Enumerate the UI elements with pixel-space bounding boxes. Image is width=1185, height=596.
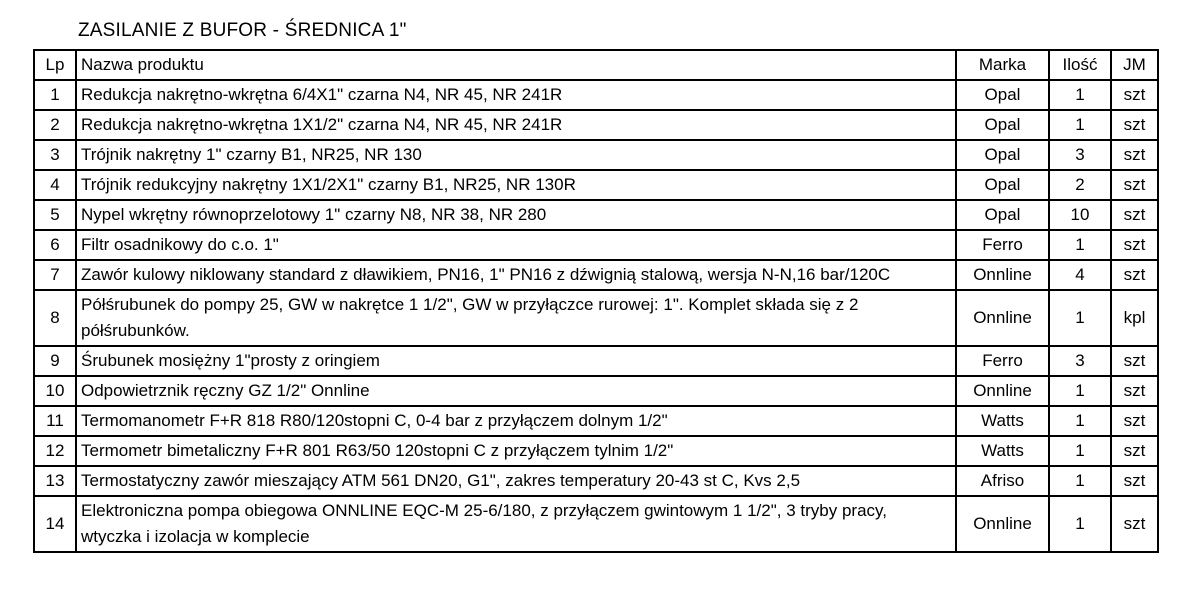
product-name-cell: Odpowietrznik ręczny GZ 1/2" Onnline bbox=[76, 376, 956, 406]
table-row bbox=[34, 290, 1158, 346]
row-number-cell: 5 bbox=[34, 200, 76, 230]
quantity-cell: 1 bbox=[1049, 466, 1111, 496]
table-row bbox=[34, 260, 1158, 290]
product-name-cell: Trójnik nakrętny 1" czarny B1, NR25, NR 130 bbox=[76, 140, 956, 170]
row-number-cell: 12 bbox=[34, 436, 76, 466]
page-title: ZASILANIE Z BUFOR - ŚREDNICA 1" bbox=[78, 20, 407, 41]
brand-cell: Opal bbox=[956, 140, 1049, 170]
product-name-cell: Trójnik redukcyjny nakrętny 1X1/2X1" czarny B1, NR25, NR 130R bbox=[76, 170, 956, 200]
row-number-cell: 6 bbox=[34, 230, 76, 260]
product-name-cell: Półśrubunek do pompy 25, GW w nakrętce 1 1/2", GW w przyłączce rurowej: 1". Komplet składa się z 2 półśrubunków. bbox=[76, 290, 956, 346]
brand-cell: Watts bbox=[956, 436, 1049, 466]
quantity-cell: 10 bbox=[1049, 200, 1111, 230]
unit-cell: szt bbox=[1111, 466, 1158, 496]
row-number-cell: 7 bbox=[34, 260, 76, 290]
row-number-cell: 8 bbox=[34, 290, 76, 346]
row-number-cell: 1 bbox=[34, 80, 76, 110]
table-row bbox=[34, 376, 1158, 406]
unit-cell: szt bbox=[1111, 260, 1158, 290]
quantity-cell: 1 bbox=[1049, 406, 1111, 436]
table-row bbox=[34, 200, 1158, 230]
unit-cell: szt bbox=[1111, 496, 1158, 552]
quantity-cell: 3 bbox=[1049, 346, 1111, 376]
unit-cell: szt bbox=[1111, 200, 1158, 230]
brand-cell: Onnline bbox=[956, 290, 1049, 346]
product-table bbox=[33, 49, 1159, 553]
table-row bbox=[34, 80, 1158, 110]
table-row bbox=[34, 436, 1158, 466]
col-header-name: Nazwa produktu bbox=[76, 50, 956, 80]
unit-cell: szt bbox=[1111, 436, 1158, 466]
brand-cell: Onnline bbox=[956, 260, 1049, 290]
quantity-cell: 1 bbox=[1049, 496, 1111, 552]
product-name-cell: Nypel wkrętny równoprzelotowy 1" czarny N8, NR 38, NR 280 bbox=[76, 200, 956, 230]
brand-cell: Ferro bbox=[956, 230, 1049, 260]
quantity-cell: 2 bbox=[1049, 170, 1111, 200]
table-row bbox=[34, 230, 1158, 260]
table-row bbox=[34, 140, 1158, 170]
row-number-cell: 13 bbox=[34, 466, 76, 496]
col-header-brand: Marka bbox=[956, 50, 1049, 80]
table-row bbox=[34, 170, 1158, 200]
brand-cell: Afriso bbox=[956, 466, 1049, 496]
quantity-cell: 1 bbox=[1049, 376, 1111, 406]
quantity-cell: 1 bbox=[1049, 436, 1111, 466]
brand-cell: Onnline bbox=[956, 496, 1049, 552]
row-number-cell: 9 bbox=[34, 346, 76, 376]
unit-cell: szt bbox=[1111, 346, 1158, 376]
table-row bbox=[34, 346, 1158, 376]
unit-cell: szt bbox=[1111, 170, 1158, 200]
product-name-cell: Redukcja nakrętno-wkrętna 1X1/2" czarna N4, NR 45, NR 241R bbox=[76, 110, 956, 140]
product-name-cell: Termomanometr F+R 818 R80/120stopni C, 0-4 bar z przyłączem dolnym 1/2" bbox=[76, 406, 956, 436]
product-name-cell: Zawór kulowy niklowany standard z dławikiem, PN16, 1" PN16 z dźwignią stalową, wersja N-N,16 bar/120C bbox=[76, 260, 956, 290]
product-name-cell: Termometr bimetaliczny F+R 801 R63/50 120stopni C z przyłączem tylnim 1/2" bbox=[76, 436, 956, 466]
table-row bbox=[34, 406, 1158, 436]
brand-cell: Opal bbox=[956, 110, 1049, 140]
product-name-cell: Elektroniczna pompa obiegowa ONNLINE EQC-M 25-6/180, z przyłączem gwintowym 1 1/2", 3 tryby pracy, wtyczka i izolacja w komplecie bbox=[76, 496, 956, 552]
product-name-cell: Redukcja nakrętno-wkrętna 6/4X1" czarna N4, NR 45, NR 241R bbox=[76, 80, 956, 110]
brand-cell: Opal bbox=[956, 80, 1049, 110]
col-header-lp: Lp bbox=[34, 50, 76, 80]
unit-cell: kpl bbox=[1111, 290, 1158, 346]
quantity-cell: 3 bbox=[1049, 140, 1111, 170]
row-number-cell: 4 bbox=[34, 170, 76, 200]
row-number-cell: 2 bbox=[34, 110, 76, 140]
quantity-cell: 1 bbox=[1049, 110, 1111, 140]
unit-cell: szt bbox=[1111, 230, 1158, 260]
unit-cell: szt bbox=[1111, 110, 1158, 140]
brand-cell: Onnline bbox=[956, 376, 1049, 406]
product-name-cell: Filtr osadnikowy do c.o. 1" bbox=[76, 230, 956, 260]
table-row bbox=[34, 466, 1158, 496]
quantity-cell: 1 bbox=[1049, 80, 1111, 110]
row-number-cell: 3 bbox=[34, 140, 76, 170]
brand-cell: Opal bbox=[956, 200, 1049, 230]
unit-cell: szt bbox=[1111, 376, 1158, 406]
unit-cell: szt bbox=[1111, 406, 1158, 436]
quantity-cell: 4 bbox=[1049, 260, 1111, 290]
col-header-qty: Ilość bbox=[1049, 50, 1111, 80]
product-name-cell: Śrubunek mosiężny 1"prosty z oringiem bbox=[76, 346, 956, 376]
product-name-cell: Termostatyczny zawór mieszający ATM 561 DN20, G1", zakres temperatury 20-43 st C, Kvs 2,5 bbox=[76, 466, 956, 496]
brand-cell: Ferro bbox=[956, 346, 1049, 376]
col-header-unit: JM bbox=[1111, 50, 1158, 80]
row-number-cell: 11 bbox=[34, 406, 76, 436]
unit-cell: szt bbox=[1111, 140, 1158, 170]
header-row bbox=[34, 50, 1158, 80]
table-row bbox=[34, 496, 1158, 552]
row-number-cell: 10 bbox=[34, 376, 76, 406]
unit-cell: szt bbox=[1111, 80, 1158, 110]
quantity-cell: 1 bbox=[1049, 290, 1111, 346]
brand-cell: Opal bbox=[956, 170, 1049, 200]
quantity-cell: 1 bbox=[1049, 230, 1111, 260]
brand-cell: Watts bbox=[956, 406, 1049, 436]
table-row bbox=[34, 110, 1158, 140]
row-number-cell: 14 bbox=[34, 496, 76, 552]
